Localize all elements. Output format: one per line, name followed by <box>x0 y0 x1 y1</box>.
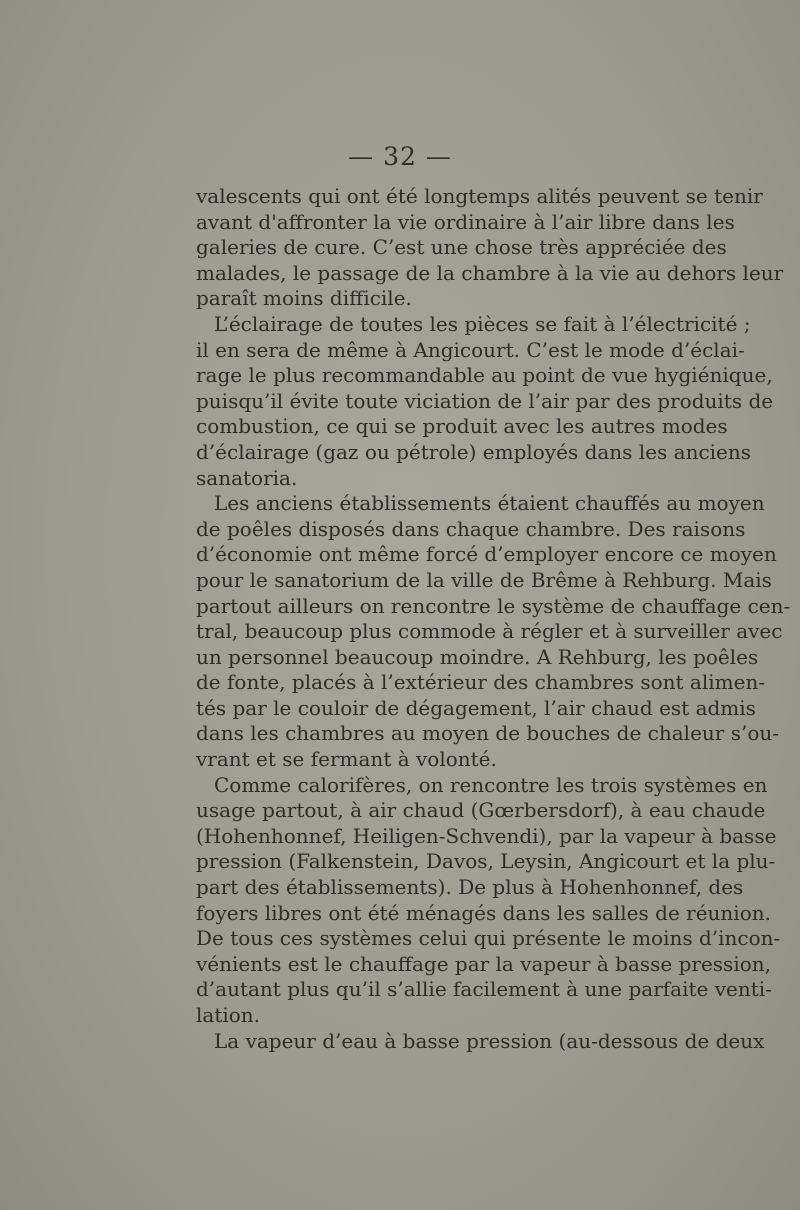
text-line: dans les chambres au moyen de bouches de chaleur s’ou- <box>196 721 780 746</box>
text-line: tés par le couloir de dégagement, l’air chaud est admis <box>196 695 756 720</box>
text-line: valescents qui ont été longtemps alités peuvent se tenir <box>196 184 763 208</box>
text-line: il en sera de même à Angicourt. C’est le mode d’éclai- <box>196 337 745 362</box>
text-line: d’économie ont même forcé d’employer encore ce moyen <box>196 542 777 567</box>
text-line: pour le sanatorium de la ville de Brême à Rehburg. Mais <box>196 567 772 592</box>
text-line: partout ailleurs on rencontre le système de chauffage cen- <box>196 593 791 618</box>
page-number: — 32 — <box>348 142 452 171</box>
text-line: rage le plus recommandable au point de vue hygiénique, <box>196 363 773 388</box>
text-line: L’éclairage de toutes les pièces se fait à l’électricité ; <box>214 311 751 336</box>
text-line: vénients est le chauffage par la vapeur à basse pression, <box>196 951 771 976</box>
text-line: d’éclairage (gaz ou pétrole) employés dans les anciens <box>196 439 752 464</box>
text-line: avant d'affronter la vie ordinaire à l’air libre dans les <box>196 209 735 234</box>
text-line: un personnel beaucoup moindre. A Rehburg, les poêles <box>196 644 759 669</box>
text-line: paraît moins difficile. <box>196 286 412 311</box>
text-line: vrant et se fermant à volonté. <box>196 747 497 772</box>
text-line: part des établissements). De plus à Hohenhonnef, des <box>196 875 744 900</box>
text-line: De tous ces systèmes celui qui présente le moins d’incon- <box>196 926 781 951</box>
text-line: lation. <box>196 1003 261 1027</box>
text-line: Les anciens établissements étaient chauffés au moyen <box>214 491 765 516</box>
text-line: puisqu’il évite toute viciation de l’air par des produits de <box>196 388 774 413</box>
text-line: malades, le passage de la chambre à la vie au dehors leur <box>196 260 784 285</box>
text-line: galeries de cure. C’est une chose très appréciée des <box>196 235 727 260</box>
text-line: usage partout, à air chaud (Gœrbersdorf), à eau chaude <box>196 798 766 823</box>
body-text <box>196 184 791 1054</box>
text-line: sanatoria. <box>196 465 298 490</box>
text-line: de poêles disposés dans chaque chambre. Des raisons <box>196 516 746 541</box>
text-line: Comme calorifères, on rencontre les trois systèmes en <box>214 772 768 797</box>
text-line: combustion, ce qui se produit avec les autres modes <box>196 414 728 439</box>
text-line: La vapeur d’eau à basse pression (au-dessous de deux <box>214 1028 765 1053</box>
text-line: foyers libres ont été ménagés dans les salles de réunion. <box>196 900 771 925</box>
text-line: d’autant plus qu’il s’allie facilement à une parfaite venti- <box>196 977 772 1002</box>
text-line: tral, beaucoup plus commode à régler et à surveiller avec <box>196 619 783 644</box>
text-line: de fonte, placés à l’extérieur des chambres sont alimen- <box>196 670 766 695</box>
text-line: (Hohenhonnef, Heiligen-Schvendi), par la vapeur à basse <box>196 823 777 848</box>
text-line: pression (Falkenstein, Davos, Leysin, Angicourt et la plu- <box>196 849 776 874</box>
